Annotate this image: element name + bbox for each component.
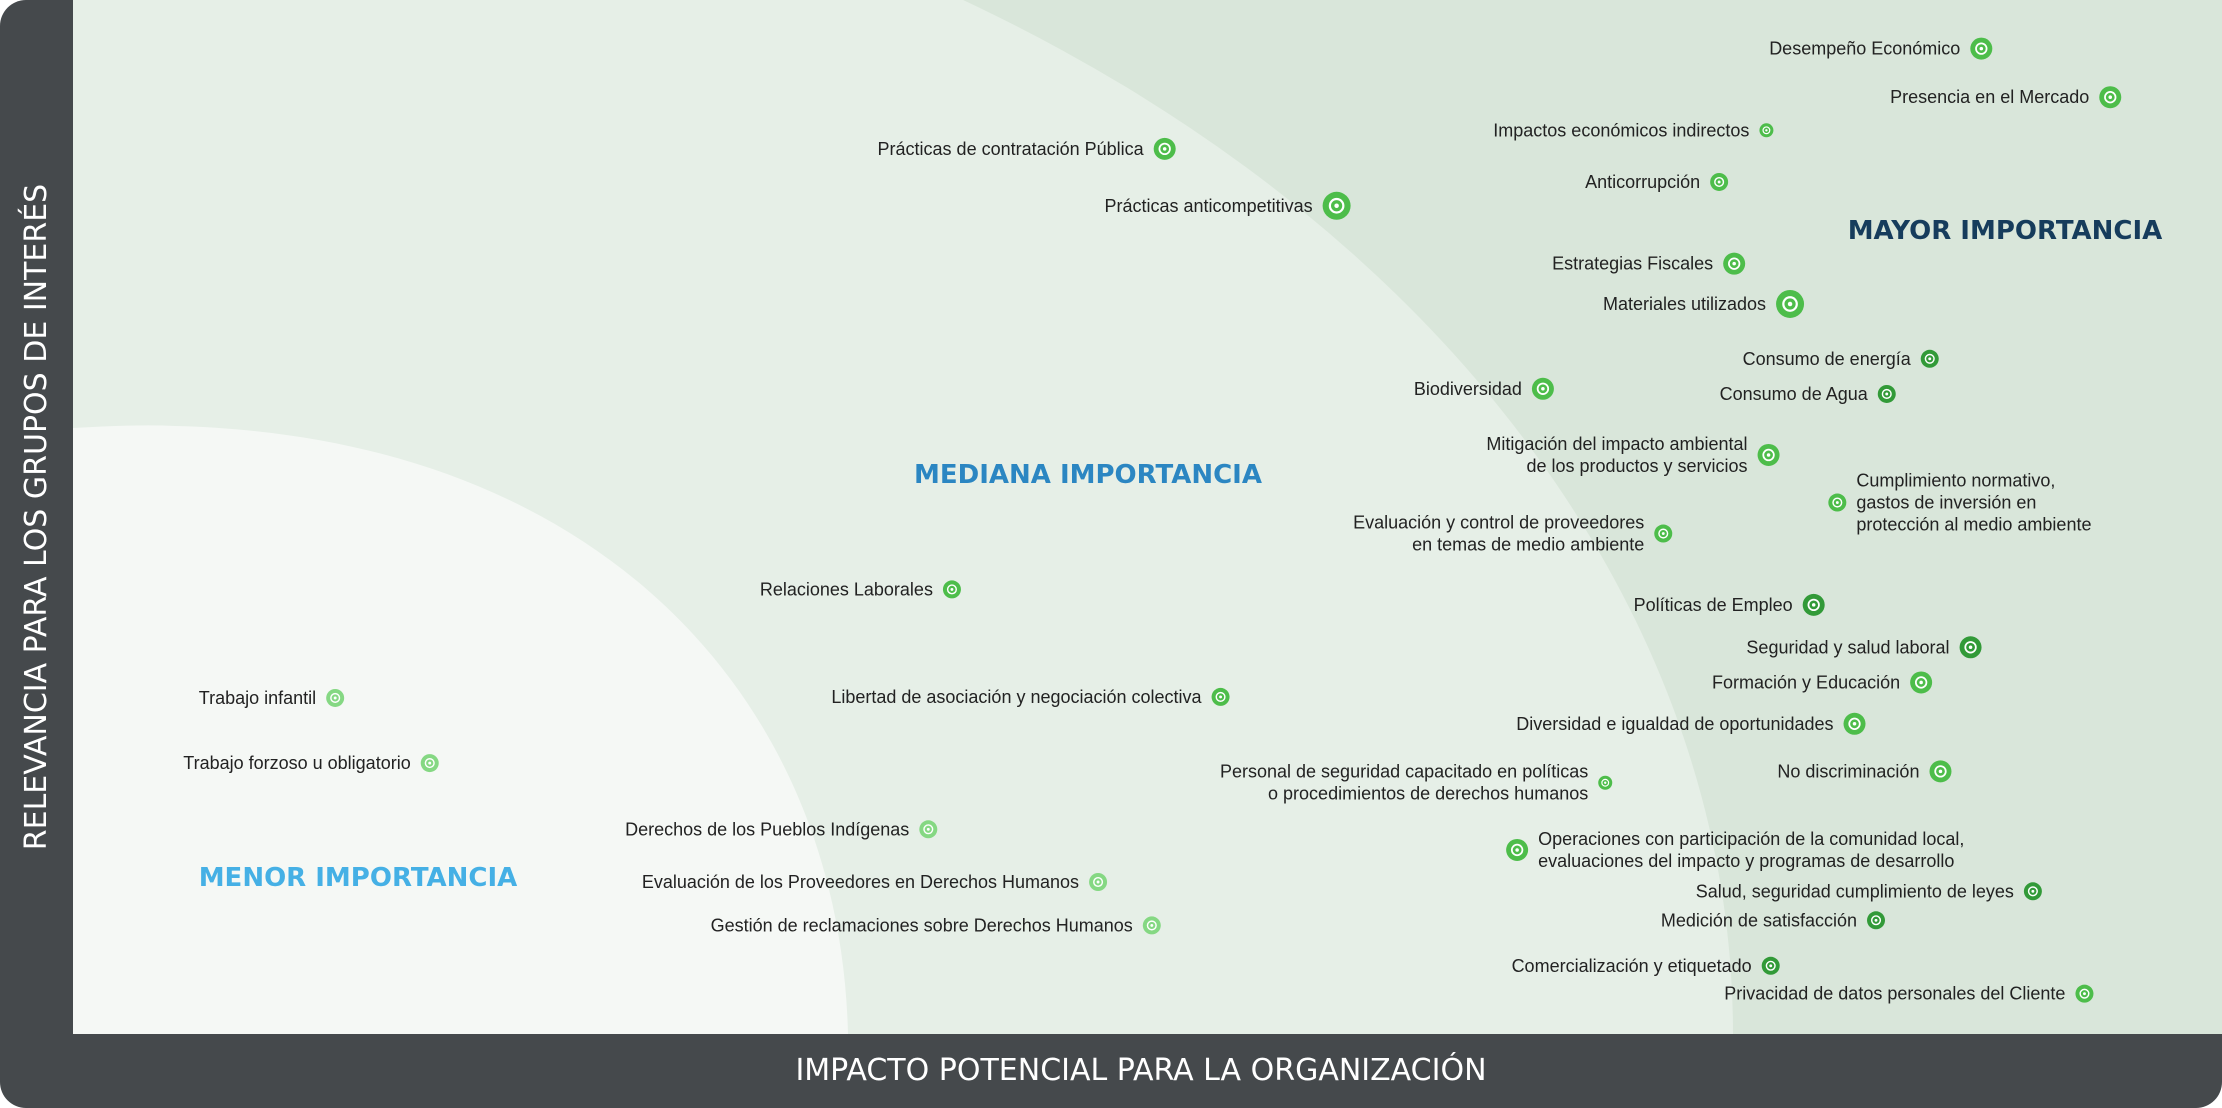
point-label-line: Consumo de Agua (1719, 383, 1868, 404)
point-label-line: Relaciones Laborales (759, 579, 933, 600)
point-label (183, 753, 410, 773)
point-label (1512, 956, 1752, 976)
point-label-line: Mitigación del impacto ambiental (1486, 433, 1748, 454)
point-marker-center (2031, 890, 2034, 893)
data-point (642, 872, 1107, 892)
point-marker-center (1939, 770, 1943, 774)
point-label-line: Impactos económicos indirectos (1493, 120, 1750, 141)
point-marker-center (1515, 848, 1519, 852)
point-label-line: Anticorrupción (1585, 171, 1701, 192)
point-label (760, 579, 933, 599)
point-label-line: Materiales utilizados (1602, 293, 1767, 314)
point-label-line: Prácticas anticompetitivas (1104, 195, 1313, 216)
point-label-line: Diversidad e igualdad de oportunidades (1516, 713, 1834, 734)
point-label-line: protección al medio ambiente (1856, 514, 2092, 535)
data-point (1712, 671, 1932, 693)
point-marker-center (1718, 181, 1721, 184)
point-marker-center (1812, 603, 1816, 607)
point-marker-center (1853, 722, 1857, 726)
point-label-line: Prácticas de contratación Pública (877, 138, 1144, 159)
point-label (1585, 172, 1700, 192)
x-axis-title: IMPACTO POTENCIAL PARA LA ORGANIZACIÓN (795, 1053, 1487, 1088)
point-label (1746, 637, 1949, 657)
point-marker-center (1765, 129, 1767, 131)
point-label-line: gastos de inversión en (1856, 492, 2037, 513)
data-point (760, 579, 961, 599)
point-marker-center (1767, 453, 1771, 457)
point-label-line: Presencia en el Mercado (1890, 87, 2090, 108)
point-label (1414, 379, 1522, 399)
point-label (1712, 672, 1900, 692)
point-marker-center (1875, 919, 1878, 922)
point-marker-center (1928, 357, 1931, 360)
point-label (1661, 910, 1857, 930)
point-label-line: Privacidad de datos personales del Cliente (1724, 983, 2066, 1004)
point-label (199, 688, 316, 708)
point-label-line: Seguridad y salud laboral (1746, 637, 1950, 658)
point-label-line: Comercialización y etiquetado (1511, 955, 1752, 976)
data-point (878, 138, 1176, 160)
point-label (1493, 120, 1749, 140)
point-marker-center (1969, 646, 1973, 650)
point-marker-center (1980, 47, 1984, 51)
point-marker-center (2108, 95, 2112, 99)
point-marker-center (1150, 924, 1153, 927)
point-marker-center (1163, 147, 1167, 151)
point-label (878, 139, 1145, 159)
point-label-line: o procedimientos de derechos humanos (1268, 783, 1589, 804)
point-label-line: Consumo de energía (1742, 348, 1911, 369)
point-label (642, 872, 1079, 892)
point-label-line: Libertad de asociación y negociación colectiva (831, 686, 1202, 707)
point-marker-center (1662, 532, 1665, 535)
point-marker-center (428, 762, 431, 765)
data-point (1724, 984, 2093, 1004)
point-label-line: de los productos y servicios (1526, 455, 1748, 476)
zone-title-low: MENOR IMPORTANCIA (198, 863, 518, 893)
data-point (1769, 38, 1992, 60)
point-label (1603, 294, 1766, 314)
point-label (1634, 595, 1793, 615)
point-label-line: Derechos de los Pueblos Indígenas (625, 819, 910, 840)
data-point (831, 687, 1229, 707)
zone-title-mid: MEDIANA IMPORTANCIA (914, 460, 1262, 490)
point-marker-center (2083, 992, 2086, 995)
data-point (183, 753, 438, 773)
point-label-line: Salud, seguridad cumplimiento de leyes (1695, 881, 2014, 902)
point-label-line: Medición de satisfacción (1660, 910, 1858, 931)
point-marker-center (951, 588, 954, 591)
point-label-line: Evaluación y control de proveedores (1353, 512, 1645, 533)
point-marker-center (1219, 695, 1222, 698)
point-label (625, 819, 909, 839)
point-label-line: Biodiversidad (1413, 378, 1522, 399)
data-point (1493, 120, 1773, 140)
data-point (1661, 910, 1885, 930)
point-marker-center (1334, 204, 1338, 208)
point-label-line: Evaluación de los Proveedores en Derechos Humanos (641, 872, 1080, 893)
point-marker-center (1097, 881, 1100, 884)
data-point (1743, 349, 1939, 369)
point-label-line: Trabajo infantil (198, 687, 317, 708)
point-label-line: evaluaciones del impacto y programas de desarrollo (1538, 850, 1955, 871)
point-label (1696, 881, 2014, 901)
point-label (1743, 349, 1912, 369)
data-point (625, 819, 937, 839)
data-point (1696, 881, 2042, 901)
point-label-line: No discriminación (1777, 761, 1920, 782)
data-point (1890, 86, 2121, 108)
point-label (1516, 714, 1833, 734)
point-marker-center (1769, 964, 1772, 967)
point-marker-center (1732, 262, 1736, 266)
point-label (1890, 87, 2089, 107)
point-label-line: Personal de seguridad capacitado en políticas (1219, 761, 1589, 782)
point-label-line: Operaciones con participación de la comunidad local, (1538, 828, 1965, 849)
data-point (1746, 636, 1981, 658)
point-label-line: Desempeño Económico (1769, 38, 1961, 59)
point-label (1777, 761, 1919, 781)
data-point (1516, 713, 1865, 735)
point-marker-center (1836, 501, 1839, 504)
point-label (1105, 196, 1313, 216)
point-marker-center (1885, 393, 1888, 396)
point-marker-center (1788, 302, 1792, 306)
zone-title-high: MAYOR IMPORTANCIA (1847, 216, 2163, 246)
point-marker-center (927, 828, 930, 831)
point-label (831, 687, 1202, 707)
point-marker-center (1541, 387, 1545, 391)
point-label-line: en temas de medio ambiente (1412, 534, 1645, 555)
point-marker-center (1919, 681, 1923, 685)
point-label (1769, 39, 1960, 59)
point-label-line: Estrategias Fiscales (1552, 253, 1714, 274)
point-label (1552, 254, 1713, 274)
point-label (711, 915, 1133, 935)
point-label-line: Formación y Educación (1712, 672, 1901, 693)
point-label-line: Trabajo forzoso u obligatorio (183, 753, 411, 774)
point-label (1720, 384, 1869, 404)
point-label (1724, 984, 2065, 1004)
data-point (711, 915, 1161, 935)
point-label-line: Cumplimiento normativo, (1856, 470, 2056, 491)
point-label-line: Gestión de reclamaciones sobre Derechos Humanos (710, 915, 1133, 936)
data-point (1512, 956, 1780, 976)
point-label-line: Políticas de Empleo (1633, 594, 1793, 615)
point-marker-center (1604, 782, 1606, 784)
y-axis-title: RELEVANCIA PARA LOS GRUPOS DE INTERÉS (19, 183, 54, 851)
point-marker-center (334, 697, 337, 700)
